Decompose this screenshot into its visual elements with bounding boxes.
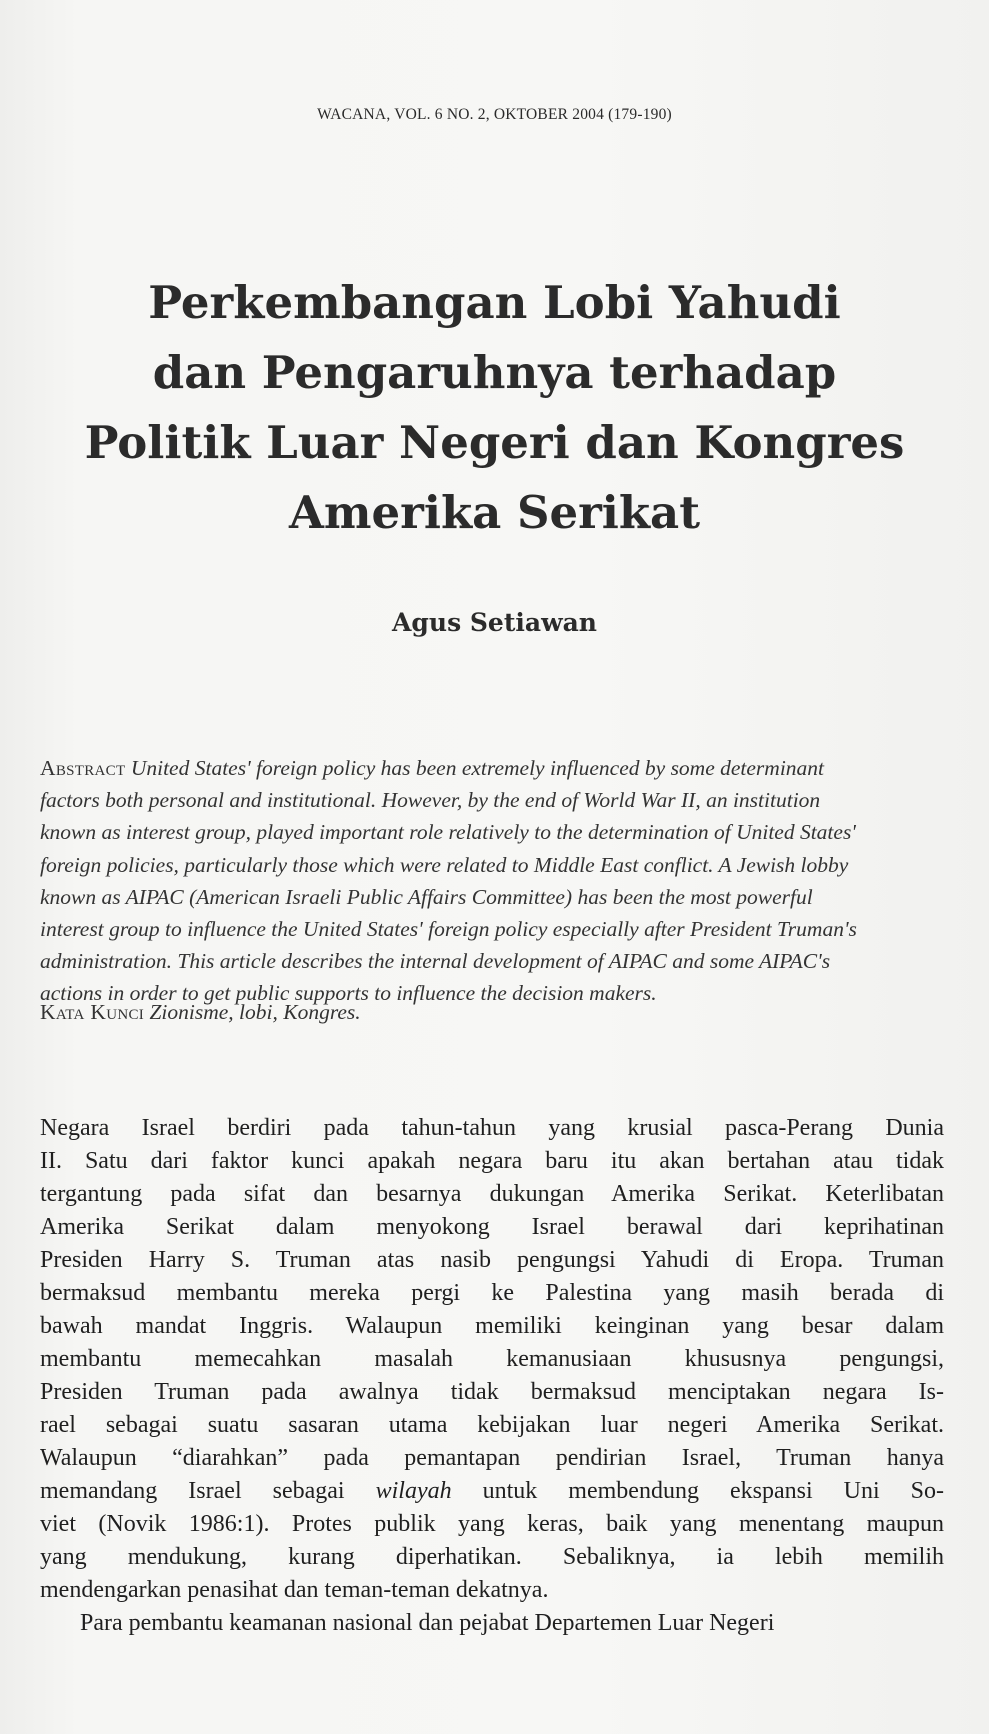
abstract-line: known as AIPAC (American Israeli Public Affairs Committee) has been the most powerful (40, 884, 813, 909)
keywords (40, 1000, 938, 1025)
body-emphasis: wilayah (375, 1478, 452, 1504)
abstract-line: interest group to influence the United States' foreign policy especially after President Truman's (40, 917, 857, 942)
abstract-label: Abstract (40, 756, 126, 780)
body-text (40, 1112, 944, 1640)
abstract-line: administration. This article describes the internal development of AIPAC and some AIPAC's (40, 949, 831, 974)
body-line: bawah mandat Inggris. Walaupun memiliki keinginan yang besar dalam (40, 1313, 944, 1339)
title-line: Perkembangan Lobi Yahudi (148, 276, 841, 329)
body-line: Amerika Serikat dalam menyokong Israel berawal dari keprihatinan (40, 1214, 944, 1240)
body-line: Negara Israel berdiri pada tahun-tahun yang krusial pasca-Perang Dunia (40, 1115, 944, 1141)
body-line: Presiden Truman pada awalnya tidak bermaksud menciptakan negara Is- (40, 1379, 944, 1405)
abstract-line (40, 752, 938, 784)
abstract (40, 752, 938, 1010)
article-title (30, 268, 959, 548)
body-line: Presiden Harry S. Truman atas nasib pengungsi Yahudi di Eropa. Truman (40, 1247, 944, 1273)
body-line: rael sebagai suatu sasaran utama kebijakan luar negeri Amerika Serikat. (40, 1412, 944, 1438)
body-line: bermaksud membantu mereka pergi ke Palestina yang masih berada di (40, 1280, 944, 1306)
abstract-line: factors both personal and institutional. However, by the end of World War II, an institution (40, 788, 821, 813)
abstract-text: United States' foreign policy has been extremely influenced by some determinant (130, 756, 825, 780)
body-line: mendengarkan penasihat dan teman-teman dekatnya. (40, 1577, 549, 1603)
body-line: Para pembantu keamanan nasional dan pejabat Departemen Luar Negeri (80, 1610, 775, 1636)
running-head: WACANA, VOL. 6 NO. 2, OKTOBER 2004 (179-190) (317, 106, 672, 123)
author-name: Agus Setiawan (392, 608, 597, 637)
abstract-line: known as interest group, played important role relatively to the determination of United States' (40, 820, 856, 845)
title-line: Politik Luar Negeri dan Kongres (84, 416, 905, 469)
body-line: viet (Novik 1986:1). Protes publik yang keras, baik yang menentang maupun (40, 1511, 944, 1537)
body-line (40, 1475, 944, 1508)
title-line: Amerika Serikat (288, 486, 701, 539)
body-line: Walaupun “diarahkan” pada pemantapan pendirian Israel, Truman hanya (40, 1445, 944, 1471)
body-text-segment: memandang Israel sebagai (40, 1478, 376, 1504)
abstract-line: actions in order to get public supports to influence the decision makers. (40, 981, 657, 1006)
keywords-value: Zionisme, lobi, Kongres. (149, 1000, 361, 1024)
body-text-segment: untuk membendung ekspansi Uni So- (451, 1478, 944, 1504)
title-line: dan Pengaruhnya terhadap (152, 346, 837, 399)
body-line: membantu memecahkan masalah kemanusiaan khususnya pengungsi, (40, 1346, 944, 1372)
abstract-line: foreign policies, particularly those which were related to Middle East conflict. A Jewish lobby (40, 852, 849, 877)
keywords-label: Kata Kunci (40, 1000, 145, 1024)
body-line: II. Satu dari faktor kunci apakah negara baru itu akan bertahan atau tidak (40, 1148, 944, 1174)
body-line: tergantung pada sifat dan besarnya dukungan Amerika Serikat. Keterlibatan (40, 1181, 944, 1207)
body-line: yang mendukung, kurang diperhatikan. Sebaliknya, ia lebih memilih (40, 1544, 944, 1570)
